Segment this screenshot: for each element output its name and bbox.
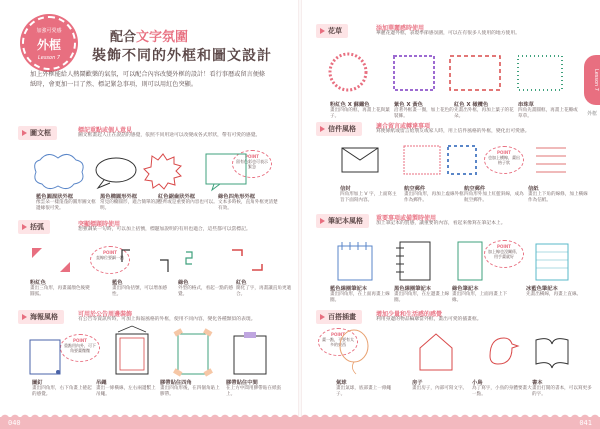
- item: 書本 畫出打開的書本，可以寫更多的字。: [532, 380, 592, 397]
- section-illustration: [316, 310, 578, 324]
- item: 吊繩 畫出一條橫線，左右兩邊繫上吊繩。: [96, 380, 156, 397]
- badge-lesson: Lesson 7: [37, 55, 61, 61]
- item: 紅色 X 橄欖色 先畫出外框，再加上葉子的花朵。: [454, 102, 514, 119]
- item: 氣球 畫出氣球，底部畫上一條繩子。: [336, 380, 392, 397]
- section-desc: 華麗花邊外框，表現季節感氛圍，可以在有很多人使用的地方使用。: [376, 31, 520, 36]
- badge-top: 加強可愛感: [36, 28, 62, 34]
- section-desc: 有公告等資訊所時，可加上海報風格的外框，使用不同內容，變化各種類似的表現。: [78, 317, 256, 322]
- footer-band: [0, 417, 600, 429]
- object-illustrations: [300, 328, 580, 376]
- section-tag: 筆記本風格: [316, 214, 369, 228]
- item: 黑色線圈筆記本 畫出四角形，在左邊畫上線圈。: [394, 286, 450, 303]
- right-page: [300, 0, 600, 429]
- section-floral: [316, 24, 578, 38]
- section-speech-bubble: [18, 126, 288, 140]
- section-desc: 利用身邊的物品輪廓當外框，畫出可愛的插畫框。: [376, 317, 482, 322]
- item: 綠色 外型的格式，看起一點的感覺。: [178, 280, 234, 297]
- point-note: POINT 重點用內外，可下角要畫微微: [60, 334, 100, 362]
- item: 串珠草 四角先畫圓框，再畫上花瓣或草草。: [518, 102, 578, 119]
- section-desc-title: 可用於公告周邊裝飾: [78, 311, 133, 318]
- section-desc-title: 標記重點或個人意見: [78, 127, 133, 134]
- section-tag: 海報風格: [18, 310, 64, 324]
- item: 膠帶貼住四角 畫出四角形後，在四個角貼上膠帶。: [160, 380, 220, 397]
- section-tag: 信件風格: [316, 122, 362, 136]
- page-title-line2: 裝飾不同的外框和圖文設計: [92, 48, 272, 64]
- section-poster: [18, 310, 288, 324]
- point-note: POINT 也加上橫線，畫出格子狀: [484, 146, 524, 174]
- section-desc: 圖文框畫起人正在說話的感覺，依照不同用途可以改變成各式形狀，帶有可愛的感覺。: [78, 133, 261, 138]
- point-note: POINT 留有色彩也可表示緊急: [232, 150, 272, 178]
- book-gutter: [298, 0, 302, 429]
- section-brackets: [18, 220, 288, 234]
- point-note: POINT 畫一點，不要有太多的東西: [318, 328, 358, 356]
- lesson-badge: [22, 16, 76, 70]
- floral-illustrations: [300, 50, 580, 100]
- section-desc-title: 增加少量和生活感的感覺: [376, 311, 443, 318]
- item: 房子 畫出房子，內部可寫文字。: [412, 380, 468, 391]
- point-note: POINT 直線位要細一點: [90, 246, 130, 274]
- item: 冰藍色筆記本 先畫出橫線，再畫上直線。: [526, 286, 582, 297]
- item: 信紙 畫出上下角的線條，加上橫線作為信紙。: [528, 186, 588, 203]
- section-desc-title: 重要事項或備製時使用: [376, 215, 437, 222]
- item: 黑色橢圓形外框 常見的橢圓形，適合簡單的說明。: [100, 194, 160, 211]
- section-desc: 寫便條紙或留言給朋友或家人時，用上信件風格的外框，變化出可愛感。: [376, 129, 530, 134]
- item: 綠色筆記本 畫出四角形，上面再畫上下緣。: [452, 286, 508, 303]
- item: 藍色線圈筆記本 畫出四角形，在上面再畫上線圈。: [330, 286, 390, 303]
- section-tag: 圖文框: [18, 126, 57, 140]
- letter-illustrations: [300, 144, 580, 178]
- item: 紅色鋸齒狀外框 整齊或是重要的內容也可以。: [158, 194, 218, 205]
- point-note: POINT 加上線也沒關係，用手畫就好: [484, 240, 524, 268]
- section-tag: 括弧: [18, 220, 50, 234]
- section-tag: 花草: [316, 24, 348, 38]
- section-tag: 百搭插畫: [316, 310, 362, 324]
- intro-text: 加上外框能給人熱鬧歡樂的氣氛，可以配合內容改變外框的設計！看行事曆或留言便條紙時，會更加一目了然、標記緊急事項，則可以用紅色突顯。: [30, 71, 266, 88]
- section-desc-title: 突顯標題時使用: [78, 221, 121, 228]
- item: 紅色 簡化了字，再畫讓直角更適合。: [236, 280, 292, 297]
- item: 航空郵件 四角形外加上紅藍斜線，成為航空郵件。: [464, 186, 524, 203]
- section-notebook: [316, 214, 578, 228]
- item: 航空郵件 畫出四角形，再加上虛線外框作為郵件。: [404, 186, 464, 203]
- right-page-number: 041: [579, 419, 592, 427]
- section-desc-title: 適合留言或轉達事項: [376, 123, 431, 130]
- item: 藍色圓渥狀外框 像雲朵一樣蓬蓬的圓形圖文框邊緣很可愛。: [36, 194, 96, 211]
- bracket-illustrations: [0, 246, 300, 276]
- item: 信封 四角形加上 V 字，上面寫主旨下面寫內容。: [340, 186, 397, 203]
- item: 紫色 X 黃色 沿著外框畫一圈，加上花色的裝飾。: [394, 102, 454, 119]
- section-desc: 加上筆記本的質感，讓重要的內容，看起來像寫在筆記本上。: [376, 221, 506, 226]
- item: 綠色四角形外框 文本多時候，直角外框更清楚有效。: [218, 194, 278, 211]
- notebook-illustrations: [300, 238, 580, 282]
- item: 粉紅色 X 蘇鐵色 畫出四角的框，再畫上花與葉子。: [330, 102, 390, 119]
- side-tab-label: 外框: [586, 111, 597, 117]
- page-title-line1: 配合文字氛圍: [110, 30, 189, 45]
- section-letter: [316, 122, 578, 136]
- badge-main: 外框: [36, 38, 61, 52]
- section-desc-title: 添加華麗感時使用: [376, 25, 425, 32]
- left-page-number: 040: [8, 419, 21, 427]
- item: 膠帶貼住中間 在上方中間用膠帶貼在紙張上。: [226, 380, 282, 397]
- item: 粉紅色 畫出三角形，再畫滿顏色後變圓弧。: [30, 280, 90, 297]
- item: 圖釘 畫出四角形，右下角畫上捲起的感覺。: [32, 380, 92, 397]
- page-footer: [0, 407, 600, 429]
- lesson-side-tab: Lesson 7: [584, 55, 600, 105]
- item: 藍色 畫出四角括號，可以增加感性。: [112, 280, 168, 297]
- bubble-illustrations: [0, 150, 300, 190]
- section-desc: 想強調某一句時，可以加上括號，標題加說明的有用也適合，這些都可以當標記。: [78, 227, 251, 232]
- item: 小鳥 為了寫字，小鳥的身體要畫大一點。: [472, 380, 532, 397]
- poster-illustrations: [0, 326, 300, 376]
